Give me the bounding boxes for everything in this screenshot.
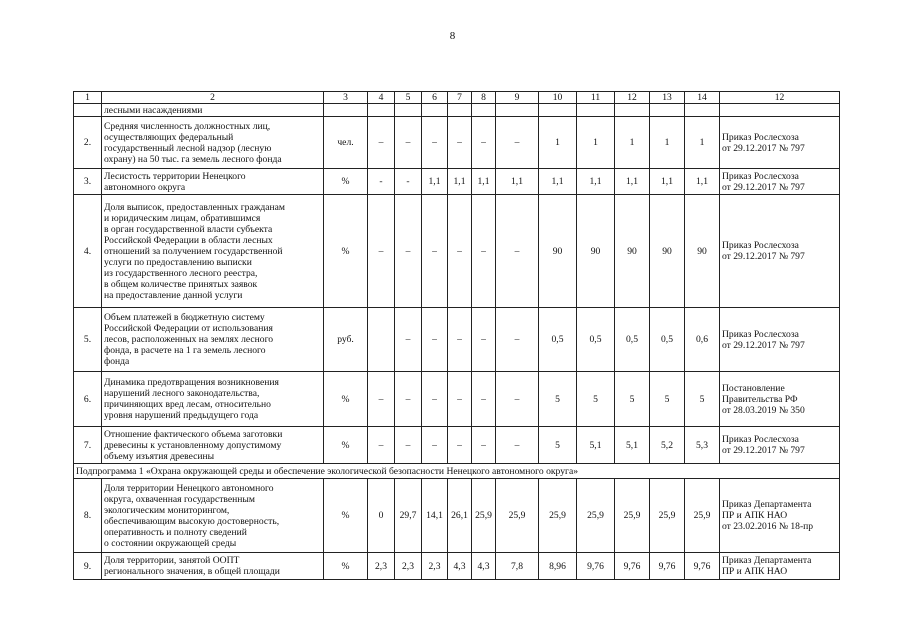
source-document-line: от 29.12.2017 № 797 <box>722 251 805 262</box>
indicator-name-line: осуществляющих федеральный <box>104 131 234 143</box>
source-document <box>720 195 840 308</box>
value-cell: – <box>496 372 539 427</box>
table-row <box>74 479 840 553</box>
source-document-line: Постановление <box>722 382 785 394</box>
header-cell: 1 <box>74 92 102 104</box>
indicator-name-line: фонда, в расчете на 1 га земель лесного <box>104 345 266 356</box>
header-cell: 12 <box>615 92 650 104</box>
source-document <box>720 372 840 427</box>
cell-empty <box>539 104 577 117</box>
value-cell: – <box>448 117 472 169</box>
indicator-name-line: экологическим мониторингом, <box>104 504 230 516</box>
value-cell: 90 <box>615 195 650 308</box>
source-document-line: Приказ Рослесхоза <box>722 434 799 445</box>
table-row <box>74 117 840 169</box>
page-number: 8 <box>449 30 456 42</box>
value-cell: 1,1 <box>472 169 496 195</box>
indicator-name <box>102 117 324 169</box>
indicator-name-line: Доля территории, занятой ООПТ <box>104 555 240 566</box>
value-cell: 5 <box>685 372 720 427</box>
value-cell: 1,1 <box>448 169 472 195</box>
value-cell: – <box>422 427 448 464</box>
indicator-name <box>102 427 324 464</box>
source-document-line: Приказ Рослесхоза <box>722 240 799 251</box>
cell-empty <box>496 104 539 117</box>
continuation-text: лесными насаждениями <box>102 104 324 117</box>
value-cell: 90 <box>577 195 615 308</box>
cell-empty <box>685 104 720 117</box>
cell-empty <box>650 104 685 117</box>
value-cell: 1,1 <box>650 169 685 195</box>
value-cell: 1 <box>650 117 685 169</box>
value-cell: 9,76 <box>577 553 615 580</box>
value-cell: – <box>395 372 422 427</box>
source-document <box>720 427 840 464</box>
unit-cell: руб. <box>324 308 368 372</box>
table-row <box>74 169 840 195</box>
header-row <box>74 92 840 104</box>
indicator-name <box>102 553 324 580</box>
value-cell: 90 <box>685 195 720 308</box>
row-number: 7. <box>74 427 102 464</box>
cell-empty <box>472 104 496 117</box>
row-number: 4. <box>74 195 102 308</box>
indicator-name-line: древесины к установленному допустимому <box>104 439 282 451</box>
source-document-line: от 29.12.2017 № 797 <box>722 339 805 351</box>
unit-cell: % <box>324 553 368 580</box>
source-document-line: Приказ Рослесхоза <box>722 328 799 340</box>
header-cell: 4 <box>368 92 395 104</box>
indicator-name-line: обеспечивающим высокую достоверность, <box>104 515 280 527</box>
value-cell: 5 <box>539 372 577 427</box>
value-cell: 90 <box>539 195 577 308</box>
table-row <box>74 372 840 427</box>
value-cell: 5 <box>650 372 685 427</box>
unit-cell: % <box>324 479 368 553</box>
indicator-name-line: в общем количестве принятых заявок <box>104 278 258 290</box>
indicator-name-line: из государственного лесного реестра, <box>104 267 258 279</box>
value-cell: 0,5 <box>539 308 577 372</box>
value-cell: 14,1 <box>422 479 448 553</box>
value-cell: 2,3 <box>368 553 395 580</box>
indicator-name <box>102 169 324 195</box>
value-cell: – <box>422 195 448 308</box>
source-document-line: ПР и АПК НАО <box>722 510 788 521</box>
value-cell: 4,3 <box>448 553 472 580</box>
source-document-line: от 29.12.2017 № 797 <box>722 445 805 456</box>
value-cell <box>368 308 395 372</box>
indicator-name-line: Средняя численность должностных лиц, <box>104 120 271 132</box>
source-document <box>720 479 840 553</box>
value-cell: 5,1 <box>615 427 650 464</box>
value-cell: 25,9 <box>685 479 720 553</box>
value-cell: – <box>496 117 539 169</box>
indicator-name-line: в орган государственной власти субъекта <box>104 223 273 235</box>
indicator-name-line: уровня нарушений предыдущего года <box>104 410 259 421</box>
value-cell: 25,9 <box>496 479 539 553</box>
value-cell: 1,1 <box>685 169 720 195</box>
indicator-name <box>102 372 324 427</box>
indicator-name-line: услуги по предоставлению выписки <box>104 256 252 268</box>
source-document-line: от 23.02.2016 № 18-пр <box>722 521 814 532</box>
indicator-name-line: причиняющих вред лесам, относительно <box>104 399 271 410</box>
value-cell: – <box>448 372 472 427</box>
cell-empty <box>422 104 448 117</box>
table-row <box>74 308 840 372</box>
indicator-name <box>102 195 324 308</box>
value-cell: 9,76 <box>615 553 650 580</box>
value-cell: 90 <box>650 195 685 308</box>
row-number: 8. <box>74 479 102 553</box>
cell-empty <box>720 104 840 117</box>
unit-cell: % <box>324 427 368 464</box>
indicator-name-line: и юридическим лицам, обратившимся <box>104 212 261 224</box>
value-cell: 29,7 <box>395 479 422 553</box>
source-document <box>720 553 840 580</box>
indicator-name <box>102 479 324 553</box>
header-cell: 2 <box>102 92 324 104</box>
value-cell: 25,9 <box>539 479 577 553</box>
value-cell: 1,1 <box>577 169 615 195</box>
header-cell: 7 <box>448 92 472 104</box>
indicator-name-line: Динамика предотвращения возникновения <box>104 377 279 388</box>
value-cell: 5,2 <box>650 427 685 464</box>
indicator-name-line: Объем платежей в бюджетную систему <box>104 312 265 323</box>
value-cell: 1,1 <box>539 169 577 195</box>
indicator-name-line: автономного округа <box>104 181 186 193</box>
indicator-name-line: объему изъятия древесины <box>104 450 215 462</box>
value-cell: 1 <box>577 117 615 169</box>
value-cell: 1,1 <box>422 169 448 195</box>
value-cell: 5,1 <box>577 427 615 464</box>
row-number: 2. <box>74 117 102 169</box>
indicator-name-line: округа, охваченная государственным <box>104 493 255 505</box>
value-cell: 7,8 <box>496 553 539 580</box>
table-row <box>74 553 840 580</box>
value-cell: – <box>422 117 448 169</box>
indicator-name-line: Доля выписок, предоставленных гражданам <box>104 201 285 213</box>
cell-empty <box>395 104 422 117</box>
value-cell: – <box>368 427 395 464</box>
indicator-name-line: охрану) на 50 тыс. га земель лесного фонда <box>104 153 282 165</box>
indicator-name-line: фонда <box>104 356 130 367</box>
cell-empty <box>74 104 102 117</box>
indicator-name-line: регионального значения, в общей площади <box>104 566 280 577</box>
value-cell: 26,1 <box>448 479 472 553</box>
value-cell: 25,9 <box>615 479 650 553</box>
unit-cell: % <box>324 169 368 195</box>
cell-empty <box>448 104 472 117</box>
source-document-line: Приказ Рослесхоза <box>722 131 799 143</box>
header-cell: 13 <box>650 92 685 104</box>
header-cell: 5 <box>395 92 422 104</box>
value-cell: 0,5 <box>577 308 615 372</box>
header-cell: 11 <box>577 92 615 104</box>
row-number: 3. <box>74 169 102 195</box>
value-cell: – <box>395 195 422 308</box>
header-cell: 6 <box>422 92 448 104</box>
header-cell: 9 <box>496 92 539 104</box>
value-cell: 1 <box>615 117 650 169</box>
value-cell: 5 <box>615 372 650 427</box>
value-cell: – <box>472 308 496 372</box>
cell-empty <box>577 104 615 117</box>
value-cell: – <box>368 195 395 308</box>
value-cell: – <box>496 195 539 308</box>
value-cell: – <box>472 117 496 169</box>
indicator-name-line: нарушений лесного законодательства, <box>104 388 260 399</box>
value-cell: – <box>395 117 422 169</box>
value-cell: 5 <box>577 372 615 427</box>
value-cell: 25,9 <box>472 479 496 553</box>
value-cell: – <box>448 308 472 372</box>
unit-cell: чел. <box>324 117 368 169</box>
value-cell: – <box>395 308 422 372</box>
continuation-row <box>74 104 840 117</box>
indicator-name-line: отношений за получением государственной <box>104 245 283 257</box>
indicator-name-line: о состоянии окружающей среды <box>104 537 237 549</box>
value-cell: 9,76 <box>650 553 685 580</box>
value-cell: 25,9 <box>650 479 685 553</box>
indicator-name-line: Доля территории Ненецкого автономного <box>104 482 274 494</box>
value-cell: – <box>395 427 422 464</box>
source-document-line: Правительства РФ <box>722 393 798 405</box>
value-cell: 5 <box>539 427 577 464</box>
value-cell: 8,96 <box>539 553 577 580</box>
source-document-line: от 29.12.2017 № 797 <box>722 181 805 193</box>
source-document-line: от 28.03.2019 № 350 <box>722 404 805 416</box>
value-cell: – <box>368 372 395 427</box>
value-cell: – <box>496 308 539 372</box>
value-cell: – <box>448 195 472 308</box>
value-cell: – <box>472 427 496 464</box>
value-cell: - <box>395 169 422 195</box>
indicator-name-line: оперативность и полноту сведений <box>104 526 247 538</box>
header-cell: 3 <box>324 92 368 104</box>
value-cell: 0,5 <box>650 308 685 372</box>
value-cell: – <box>472 372 496 427</box>
value-cell: 5,3 <box>685 427 720 464</box>
value-cell: - <box>368 169 395 195</box>
value-cell: 1,1 <box>496 169 539 195</box>
value-cell: 0 <box>368 479 395 553</box>
header-cell: 14 <box>685 92 720 104</box>
indicator-name-line: Российской Федерации в области лесных <box>104 234 273 246</box>
table-row <box>74 427 840 464</box>
subprogram-row <box>74 464 840 479</box>
value-cell: 1,1 <box>615 169 650 195</box>
indicator-name <box>102 308 324 372</box>
value-cell: – <box>368 117 395 169</box>
value-cell: 25,9 <box>577 479 615 553</box>
value-cell: 2,3 <box>422 553 448 580</box>
unit-cell: % <box>324 372 368 427</box>
source-document-line: Приказ Департамента <box>722 499 812 510</box>
value-cell: – <box>422 372 448 427</box>
indicator-name-line: Лесистость территории Ненецкого <box>104 170 246 182</box>
header-cell: 10 <box>539 92 577 104</box>
source-document-line: Приказ Департамента <box>722 555 812 566</box>
indicators-table <box>73 91 840 580</box>
source-document-line: ПР и АПК НАО <box>722 566 788 577</box>
row-number: 5. <box>74 308 102 372</box>
source-document-line: от 29.12.2017 № 797 <box>722 142 805 154</box>
value-cell: 0,6 <box>685 308 720 372</box>
header-cell: 12 <box>720 92 840 104</box>
value-cell: 9,76 <box>685 553 720 580</box>
value-cell: 1 <box>539 117 577 169</box>
indicator-name-line: государственный лесной надзор (лесную <box>104 142 272 154</box>
indicator-name-line: Отношение фактического объема заготовки <box>104 428 283 440</box>
subprogram-title: Подпрограмма 1 «Охрана окружающей среды и обеспечение экологической безопасности Ненецкого автономного округа» <box>74 464 840 479</box>
value-cell: – <box>448 427 472 464</box>
cell-empty <box>324 104 368 117</box>
indicator-name-line: лесов, расположенных на землях лесного <box>104 334 274 345</box>
row-number: 6. <box>74 372 102 427</box>
value-cell: 4,3 <box>472 553 496 580</box>
value-cell: 1 <box>685 117 720 169</box>
indicator-name-line: Российской Федерации от использования <box>104 323 273 334</box>
value-cell: – <box>496 427 539 464</box>
source-document-line: Приказ Рослесхоза <box>722 170 799 182</box>
source-document <box>720 308 840 372</box>
header-cell: 8 <box>472 92 496 104</box>
value-cell: 2,3 <box>395 553 422 580</box>
source-document <box>720 169 840 195</box>
value-cell: 0,5 <box>615 308 650 372</box>
value-cell: – <box>472 195 496 308</box>
table-row <box>74 195 840 308</box>
indicator-name-line: на предоставление данной услуги <box>104 289 243 301</box>
source-document <box>720 117 840 169</box>
value-cell: – <box>422 308 448 372</box>
cell-empty <box>615 104 650 117</box>
unit-cell: % <box>324 195 368 308</box>
row-number: 9. <box>74 553 102 580</box>
cell-empty <box>368 104 395 117</box>
